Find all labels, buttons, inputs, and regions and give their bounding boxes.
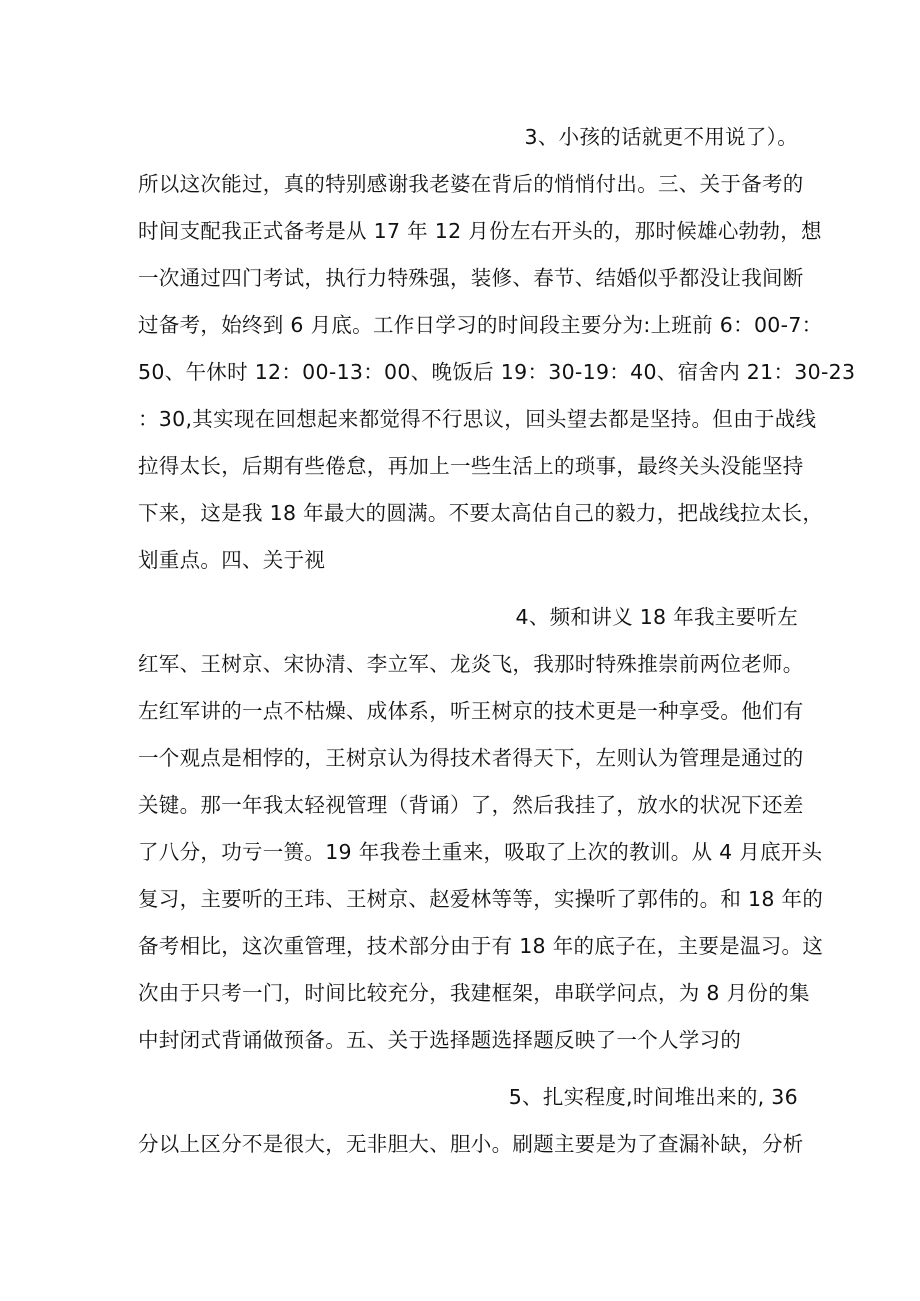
paragraph-line: 一个观点是相悖的，王树京认为得技术者得天下，左则认为管理是通过的	[138, 746, 804, 770]
paragraph-line: 左红军讲的一点不枯燥、成体系，听王树京的技术更是一种享受。他们有	[138, 699, 804, 723]
paragraph-line: 备考相比，这次重管理，技术部分由于有 18 年的底子在，主要是温习。这	[138, 934, 824, 958]
paragraph-line-heading-3: 3、小孩的话就更不用说了）。	[524, 125, 798, 149]
paragraph-line: 拉得太长，后期有些倦怠，再加上一些生活上的琐事，最终关头没能坚持	[138, 454, 804, 478]
paragraph-line-heading-4: 4、频和讲义 18 年我主要听左	[515, 605, 798, 629]
paragraph-line: ：30,其实现在回想起来都觉得不行思议，回头望去都是坚持。但由于战线	[138, 407, 817, 431]
paragraph-line: 了八分，功亏一篑。19 年我卷土重来，吸取了上次的教训。从 4 月底开头	[138, 840, 823, 864]
paragraph-line: 所以这次能过，真的特别感谢我老婆在背后的悄悄付出。三、关于备考的	[138, 172, 804, 196]
paragraph-line: 一次通过四门考试，执行力特殊强，装修、春节、结婚似乎都没让我间断	[138, 266, 804, 290]
paragraph-line: 红军、王树京、宋协清、李立军、龙炎飞，我那时特殊推崇前两位老师。	[138, 652, 804, 676]
paragraph-line: 中封闭式背诵做预备。五、关于选择题选择题反映了一个人学习的	[138, 1028, 742, 1052]
paragraph-line: 次由于只考一门，时间比较充分，我建框架，串联学问点，为 8 月份的集	[138, 981, 810, 1005]
paragraph-line: 50、午休时 12：00-13：00、晚饭后 19：30-19：40、宿舍内 21：30-23	[138, 360, 856, 384]
paragraph-line: 复习，主要听的王玮、王树京、赵爱林等等，实操听了郭伟的。和 18 年的	[138, 887, 824, 911]
paragraph-line-heading-5: 5、扎实程度,时间堆出来的, 36	[508, 1085, 798, 1109]
paragraph-line: 关键。那一年我太轻视管理（背诵）了，然后我挂了，放水的状况下还差	[138, 793, 804, 817]
paragraph-line: 下来，这是我 18 年最大的圆满。不要太高估自己的毅力，把战线拉太长，	[138, 501, 824, 525]
paragraph-line: 过备考，始终到 6 月底。工作日学习的时间段主要分为:上班前 6：00-7：	[138, 313, 823, 337]
paragraph-line: 时间支配我正式备考是从 17 年 12 月份左右开头的，那时候雄心勃勃，想	[138, 219, 822, 243]
paragraph-line: 划重点。四、关于视	[138, 548, 326, 572]
paragraph-line: 分以上区分不是很大，无非胆大、胆小。刷题主要是为了查漏补缺，分析	[138, 1132, 804, 1156]
